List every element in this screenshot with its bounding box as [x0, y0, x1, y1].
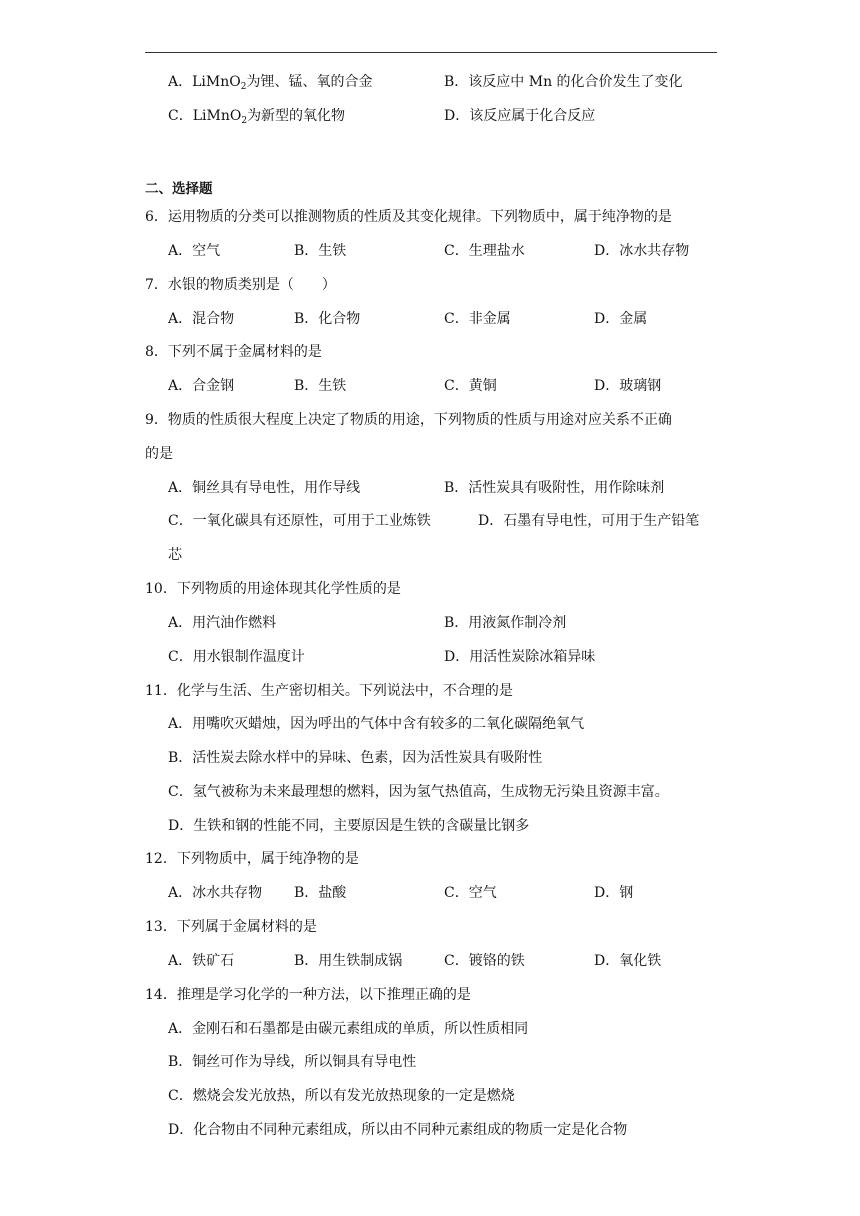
q12-option-b: B．盐酸 — [294, 885, 347, 901]
q10-stem: 10．下列物质的用途体现其化学性质的是 — [145, 581, 401, 597]
q8-option-c: C．黄铜 — [444, 378, 497, 394]
q5-option-a: A．LiMnO$_2$为锂、锰、氧的合金 — [168, 74, 373, 92]
q6-option-d: D．冰水共存物 — [594, 243, 690, 259]
q14-stem: 14．推理是学习化学的一种方法，以下推理正确的是 — [145, 987, 471, 1003]
q8-stem: 8．下列不属于金属材料的是 — [145, 344, 322, 360]
q10-option-a: A．用汽油作燃料 — [168, 615, 277, 631]
q6-option-a: A．空气 — [168, 243, 221, 259]
q7-option-b: B．化合物 — [294, 311, 361, 327]
q14-option-b: B．铜丝可作为导线，所以铜具有导电性 — [168, 1054, 417, 1070]
q14-option-d: D．化合物由不同种元素组成，所以由不同种元素组成的物质一定是化合物 — [168, 1122, 628, 1138]
q13-option-a: A．铁矿石 — [168, 953, 235, 969]
q11-option-c: C．氢气被称为未来最理想的燃料，因为氢气热值高，生成物无污染且资源丰富。 — [168, 784, 669, 800]
q14-option-a: A．金刚石和石墨都是由碳元素组成的单质，所以性质相同 — [168, 1021, 529, 1037]
q8-option-d: D．玻璃钢 — [594, 378, 662, 394]
q5-option-c: C．LiMnO$_2$为新型的氧化物 — [168, 108, 346, 126]
q11-option-a: A．用嘴吹灭蜡烛，因为呼出的气体中含有较多的二氧化碳隔绝氧气 — [168, 716, 585, 732]
q12-option-a: A．冰水共存物 — [168, 885, 263, 901]
q9-option-a: A．铜丝具有导电性，用作导线 — [168, 480, 361, 496]
q12-option-d: D．钢 — [594, 885, 634, 901]
q12-stem: 12．下列物质中，属于纯净物的是 — [145, 851, 359, 867]
q12-option-c: C．空气 — [444, 885, 497, 901]
q10-option-d: D．用活性炭除冰箱异味 — [444, 649, 596, 665]
q9-stem-continued: 的是 — [145, 446, 173, 462]
q6-option-c: C．生理盐水 — [444, 243, 525, 259]
q5-option-d: D．该反应属于化合反应 — [444, 108, 596, 124]
section-title: 二、选择题 — [145, 181, 213, 197]
q9-option-d-continued: 芯 — [168, 547, 182, 563]
q6-stem: 6．运用物质的分类可以推测物质的性质及其变化规律。下列物质中，属于纯净物的是 — [145, 209, 672, 225]
q10-option-c: C．用水银制作温度计 — [168, 649, 305, 665]
q13-stem: 13．下列属于金属材料的是 — [145, 919, 317, 935]
q13-option-c: C．镀铬的铁 — [444, 953, 525, 969]
q11-stem: 11．化学与生活、生产密切相关。下列说法中，不合理的是 — [145, 683, 513, 699]
q11-option-d: D．生铁和钢的性能不同，主要原因是生铁的含碳量比钢多 — [168, 818, 530, 834]
q9-option-b: B．活性炭具有吸附性，用作除味剂 — [444, 480, 665, 496]
q9-stem: 9．物质的性质很大程度上决定了物质的用途，下列物质的性质与用途对应关系不正确 — [145, 412, 672, 428]
q13-option-d: D．氧化铁 — [594, 953, 662, 969]
q9-option-d: D．石墨有导电性，可用于生产铅笔 — [478, 513, 700, 529]
q7-option-d: D．金属 — [594, 311, 648, 327]
q5-option-b: B．该反应中 Mn 的化合价发生了变化 — [444, 74, 683, 90]
q8-option-b: B．生铁 — [294, 378, 347, 394]
q7-option-a: A．混合物 — [168, 311, 235, 327]
q6-option-b: B．生铁 — [294, 243, 347, 259]
q14-option-c: C．燃烧会发光放热，所以有发光放热现象的一定是燃烧 — [168, 1088, 515, 1104]
header-rule — [145, 52, 717, 53]
q11-option-b: B．活性炭去除水样中的异味、色素，因为活性炭具有吸附性 — [168, 750, 543, 766]
q13-option-b: B．用生铁制成锅 — [294, 953, 403, 969]
q7-stem: 7．水银的物质类别是（ ） — [145, 277, 336, 293]
q8-option-a: A．合金钢 — [168, 378, 235, 394]
q7-option-c: C．非金属 — [444, 311, 511, 327]
q9-option-c: C．一氧化碳具有还原性，可用于工业炼铁 — [168, 513, 431, 529]
q10-option-b: B．用液氮作制冷剂 — [444, 615, 567, 631]
